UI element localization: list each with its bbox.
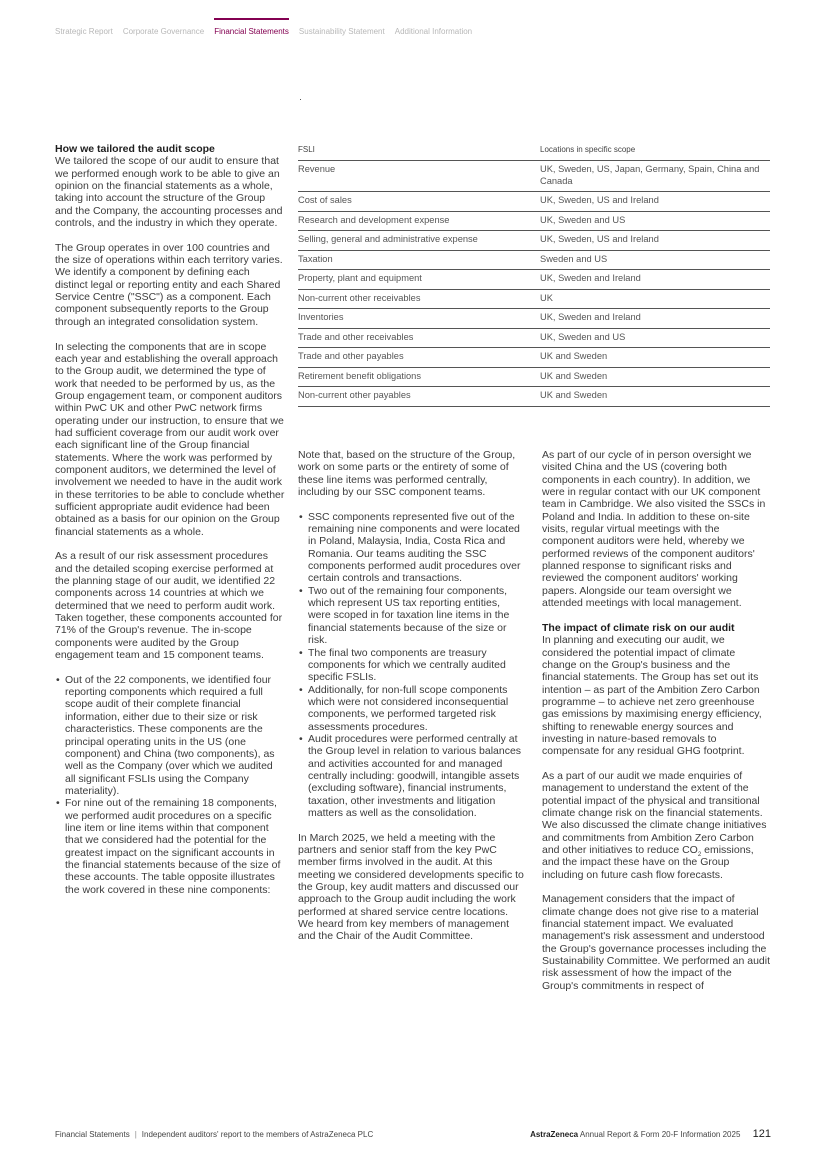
column-header-fsli: FSLI: [298, 141, 540, 161]
table-row: [298, 309, 770, 329]
footer-report-title: Annual Report & Form 20-F Information 2025: [579, 1130, 741, 1139]
table-header-row: [298, 141, 770, 161]
table-cell: UK and Sweden: [540, 348, 770, 368]
list-item: • For nine out of the remaining 18 components, we performed audit procedures on a specific line item or line items within that component that we considered had the potential for the greatest impact on the significant accounts in the financial statements because of the size of these accounts. The table opposite illustrates the work covered in these nine components:: [55, 797, 285, 896]
table-row: [298, 192, 770, 212]
paragraph: Note that, based on the structure of the Group, work on some parts or the entirety of some of these line items was performed centrally, including by our SSC component teams.: [298, 449, 516, 499]
table-row: [298, 270, 770, 290]
table-cell: UK, Sweden, US, Japan, Germany, Spain, China and Canada: [540, 161, 770, 192]
table-cell: UK, Sweden, US and Ireland: [540, 231, 770, 251]
nav-additional-information[interactable]: Additional Information: [394, 27, 473, 36]
list-item: • Audit procedures were performed centrally at the Group level in relation to various balances and activities accounted for and managed centrally including: goodwill, intangible assets (excluding software), financial instruments, taxation, other investments and litigation matters as well as the consolidation.: [298, 733, 524, 819]
table-row: [298, 161, 770, 192]
column-header-locations: Locations in specific scope: [540, 141, 770, 161]
table-cell: UK, Sweden and US: [540, 211, 770, 231]
nav-sustainability-statement[interactable]: Sustainability Statement: [298, 27, 385, 36]
paragraph: The Group operates in over 100 countries and the size of operations within each territory varies. We identify a component by defining each distinct legal or reporting entity and each Shared Service Centre ("SSC") as a component. Each component subsequently reports to the Group through an integrated consolidation system.: [55, 241, 283, 328]
nav-strategic-report[interactable]: Strategic Report: [55, 27, 113, 36]
nav-financial-statements[interactable]: Financial Statements: [214, 18, 289, 36]
text-run: As a part of our audit we made enquiries of management to understand the extent of the potential impact of the physical and transitional climate change risk on the financial statements. We also discussed the climate change initiatives and commitments from Ambition Zero Carbon and other initiatives to reduce CO: [542, 769, 767, 856]
paragraph: In March 2025, we held a meeting with the partners and senior staff from the key PwC member firms involved in the audit. At this meeting we considered developments specific to the Group, key audit matters and discussed our approach to the Group audit including the work performed at shared service centre locations. We heard from key members of management and the Chair of the Audit Committee.: [298, 831, 524, 943]
footer-section: Financial Statements: [55, 1130, 130, 1139]
table-row: [298, 231, 770, 251]
table-row: [298, 250, 770, 270]
table-row: [298, 348, 770, 368]
table-cell: Non-current other payables: [298, 387, 540, 407]
page-number: 121: [752, 1128, 771, 1140]
section-heading-climate-risk: The impact of climate risk on our audit: [542, 621, 735, 634]
table-cell: Retirement benefit obligations: [298, 367, 540, 387]
footer-brand: AstraZeneca: [530, 1130, 579, 1139]
table-cell: UK, Sweden and Ireland: [540, 309, 770, 329]
table-cell: UK, Sweden and Ireland: [540, 270, 770, 290]
table-cell: Trade and other receivables: [298, 328, 540, 348]
table-cell: Sweden and US: [540, 250, 770, 270]
table-row: [298, 211, 770, 231]
table-cell: UK, Sweden, US and Ireland: [540, 192, 770, 212]
footer-report-info: [530, 1128, 771, 1140]
footer-title: Independent auditors' report to the members of AstraZeneca PLC: [141, 1130, 374, 1139]
table-row: [298, 367, 770, 387]
subscript: 2: [697, 852, 702, 859]
paragraph: In selecting the components that are in scope each year and establishing the overall approach to the Group audit, we determined the type of work that needed to be performed by us, as the Group engagement team, or component auditors within PwC UK and other PwC network firms operating under our instruction, to ensure that we had sufficient coverage from our audit work over each significant line of the Group financial statements. Where the work was performed by component auditors, we determined the level of involvement we needed to have in the audit work in these territories to be able to conclude whether sufficient appropriate audit evidence had been obtained as a basis for our opinion on the Group financial statements as a whole.: [55, 340, 285, 538]
table-cell: Non-current other receivables: [298, 289, 540, 309]
left-column: [55, 143, 285, 908]
fsli-scope-table: [298, 141, 770, 407]
paragraph: Management considers that the impact of climate change does not give rise to a material financial statement impact. We evaluated management's risk assessment and understood the Group's governance processes including the Sustainability Committee. We performed an audit risk assessment of how the impact of the Group's commitments in respect of: [542, 893, 770, 992]
table-cell: Revenue: [298, 161, 540, 192]
list-item: • Two out of the remaining four components, which represent US tax reporting entities, were scoped in for taxation line items in the financial statements because of the size or risk.: [298, 585, 524, 647]
table-cell: Trade and other payables: [298, 348, 540, 368]
table-cell: Inventories: [298, 309, 540, 329]
table-cell: UK, Sweden and US: [540, 328, 770, 348]
list-item: • Out of the 22 components, we identified four reporting components which required a full scope audit of their complete financial information, either due to their size or risk characteristics. These components are the principal operating units in the US (one component) and China (two components), as well as the Company (over which we audited all significant FSLIs using the Company materiality).: [55, 674, 285, 797]
paragraph: As part of our cycle of in person oversight we visited China and the US (covering both components in each country). In addition, we were in regular contact with our UK component team in Cambridge. We also visited the SSCs in Poland and India. In addition to these on-site visits, regular virtual meetings with the component auditors were held, whereby we performed reviews of the component auditors' planned response to significant risks and reviewed the component auditors' working papers. Alongside our team oversight we attended meetings with local management.: [542, 449, 766, 610]
middle-column: [298, 449, 524, 955]
list-item: • The final two components are treasury components for which we centrally audited specific FSLIs.: [298, 647, 524, 684]
table-row: [298, 328, 770, 348]
stray-dot: [300, 99, 301, 100]
footer-separator: |: [134, 1130, 137, 1139]
list-item: • Additionally, for non-full scope components which were not considered inconsequential components, we performed targeted risk assessments procedures.: [298, 684, 524, 733]
table-cell: Cost of sales: [298, 192, 540, 212]
table-cell: UK and Sweden: [540, 387, 770, 407]
paragraph: As a result of our risk assessment procedures and the detailed scoping exercise performed at the planning stage of our audit, we identified 22 components across 14 countries at which we determined that we need to perform audit work. Taken together, these components accounted for 71% of the Group's revenue. The in-scope components were audited by the Group engagement team and 15 component teams.: [55, 550, 283, 662]
table-cell: Taxation: [298, 250, 540, 270]
paragraph: We tailored the scope of our audit to ensure that we performed enough work to be able to give an opinion on the financial statements as a whole, taking into account the structure of the Group and the Company, the accounting processes and controls, and the industry in which they operate.: [55, 155, 283, 230]
table-cell: Selling, general and administrative expense: [298, 231, 540, 251]
paragraph: [542, 770, 770, 881]
table-cell: Research and development expense: [298, 211, 540, 231]
table-cell: UK: [540, 289, 770, 309]
table-row: [298, 289, 770, 309]
nav-corporate-governance[interactable]: Corporate Governance: [122, 27, 205, 36]
footer-section-info: [55, 1130, 373, 1139]
text-run: emissions, and the impact these have on the Group including on future cash flow forecasts.: [542, 844, 754, 881]
bullet-list: [55, 674, 285, 896]
top-navigation: [55, 18, 472, 36]
table-row: [298, 387, 770, 407]
paragraph: In planning and executing our audit, we considered the potential impact of climate change on the Group's business and the financial statements. The Group has set out its intention – as part of the Ambition Zero Carbon programme – to achieve net zero greenhouse gas emissions by maximising energy efficiency, shifting to renewable energy sources and investing in nature-based removals to compensate for any residual GHG footprint.: [542, 634, 762, 758]
bullet-list: [298, 511, 524, 820]
table-cell: Property, plant and equipment: [298, 270, 540, 290]
section-heading-audit-scope: How we tailored the audit scope: [55, 143, 215, 155]
list-item: • SSC components represented five out of the remaining nine components and were located in Poland, Malaysia, India, Costa Rica and Romania. Our teams auditing the SSC components performed audit procedures over certain controls and transactions.: [298, 511, 524, 585]
right-column: [542, 449, 770, 1004]
table-cell: UK and Sweden: [540, 367, 770, 387]
